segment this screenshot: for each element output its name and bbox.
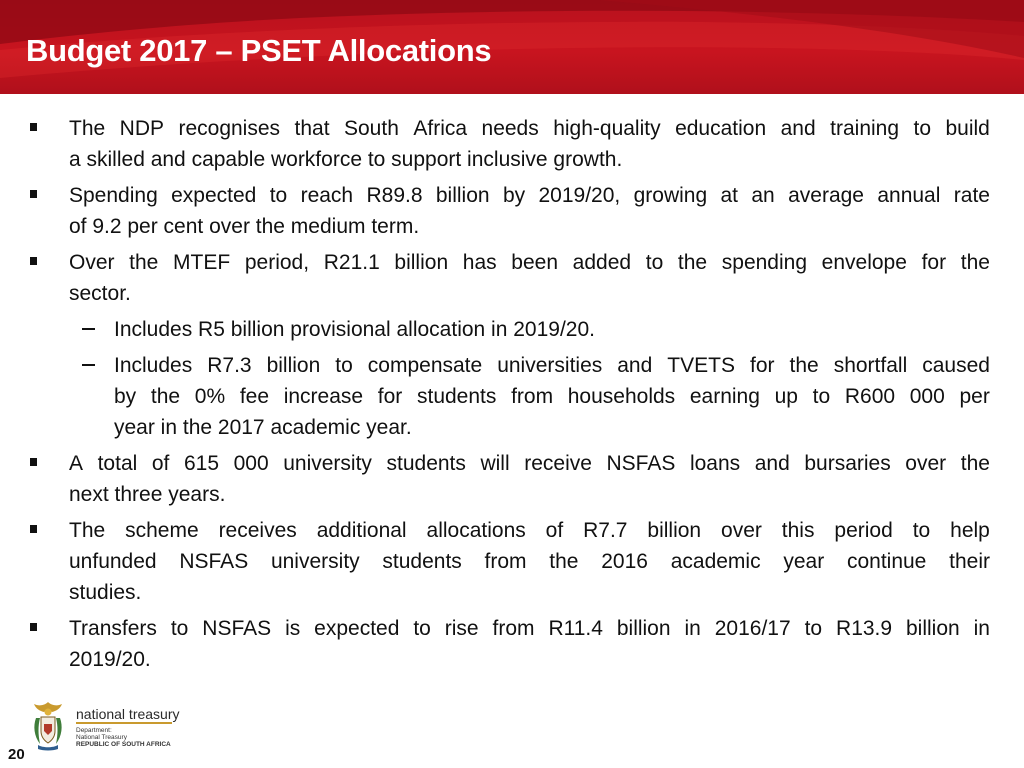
bullet-line: Includes R5 billion provisional allocation in 2019/20. [114,318,595,341]
bullet-line: unfunded NSFAS university students from the 2016 academic year continue their [69,550,990,573]
square-bullet-icon [30,123,37,131]
national-treasury-logo [30,700,180,752]
bullet-line: studies. [69,581,142,604]
sub-bullet-item [30,350,990,443]
bullet-text [69,448,990,510]
coat-of-arms-icon [30,700,66,752]
bullet-line: 2019/20. [69,648,151,671]
bullet-line: sector. [69,282,131,305]
bullet-text [69,613,990,675]
square-bullet-icon [30,458,37,466]
bullet-item [30,247,990,309]
logo-department: Department: [76,727,112,734]
bullet-line: year in the 2017 academic year. [114,416,412,439]
bullet-line: a skilled and capable workforce to support inclusive growth. [69,148,623,171]
bullet-item [30,113,990,175]
square-bullet-icon [30,525,37,533]
bullet-item [30,515,990,608]
bullet-item [30,180,990,242]
page-number: 20 [8,746,25,763]
dash-bullet-icon [82,364,95,366]
logo-department-name: National Treasury [76,734,127,741]
bullet-line: Transfers to NSFAS is expected to rise from R11.4 billion in 2016/17 to R13.9 billion in [69,617,990,640]
bullet-line: of 9.2 per cent over the medium term. [69,215,420,238]
bullet-text [69,180,990,242]
bullet-item [30,613,990,675]
sub-bullet-item [30,314,990,345]
bullet-line: by the 0% fee increase for students from households earning up to R600 000 per [114,385,990,408]
bullet-line: The NDP recognises that South Africa needs high-quality education and training to build [69,117,990,140]
bullet-line: The scheme receives additional allocations of R7.7 billion over this period to help [69,519,990,542]
sub-bullet-text [114,314,990,345]
slide-title: Budget 2017 – PSET Allocations [26,33,492,68]
square-bullet-icon [30,623,37,631]
bullet-line: A total of 615 000 university students will receive NSFAS loans and bursaries over the [69,452,990,475]
dash-bullet-icon [82,328,95,330]
logo-country: REPUBLIC OF SOUTH AFRICA [76,741,171,748]
title-band [0,0,1024,94]
bullet-line: Over the MTEF period, R21.1 billion has been added to the spending envelope for the [69,251,990,274]
bullet-text [69,113,990,175]
bullet-line: Includes R7.3 billion to compensate universities and TVETS for the shortfall caused [114,354,990,377]
bullet-text [69,247,990,309]
bullet-item [30,448,990,510]
square-bullet-icon [30,257,37,265]
bullet-line: next three years. [69,483,226,506]
sub-bullet-text [114,350,990,443]
bullet-list [30,113,990,680]
logo-name: national treasury [76,706,180,722]
square-bullet-icon [30,190,37,198]
bullet-line: Spending expected to reach R89.8 billion by 2019/20, growing at an average annual rate [69,184,990,207]
logo-divider [76,722,172,724]
bullet-text [69,515,990,608]
